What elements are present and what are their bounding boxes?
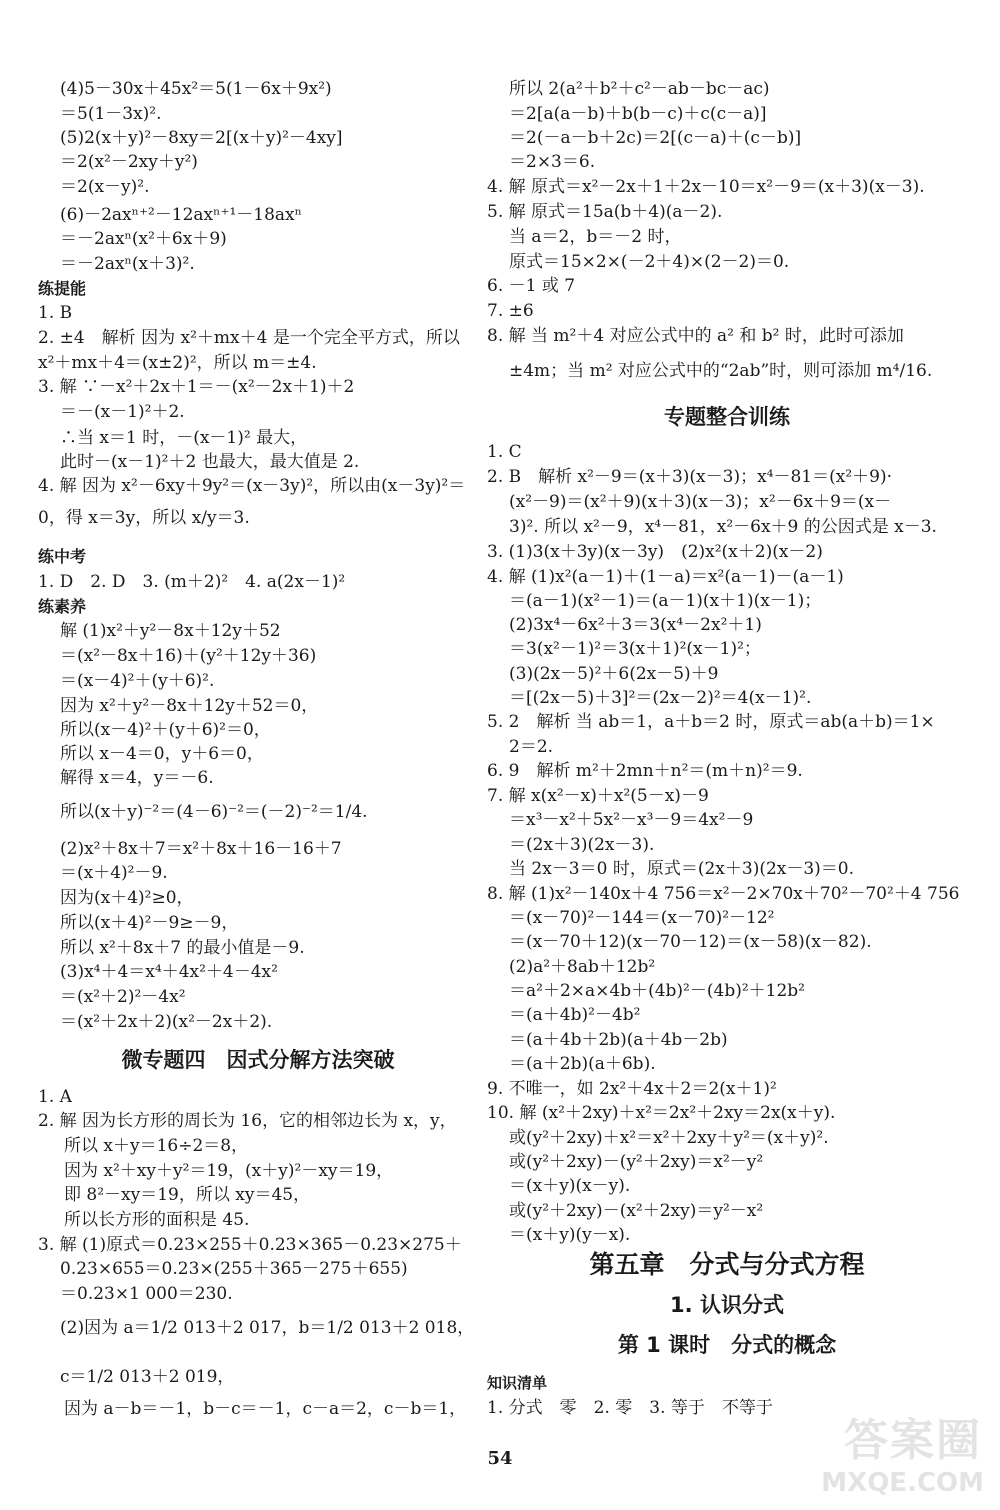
text-line: (2)x²＋8x＋7＝x²＋8x＋16－16＋7 bbox=[60, 839, 342, 859]
text-line: (2)a²＋8ab＋12b² bbox=[509, 957, 656, 977]
text-line: 所以(x－4)²＋(y＋6)²＝0， bbox=[60, 720, 271, 740]
text-line: 当 2x－3＝0 时，原式＝(2x＋3)(2x－3)＝0. bbox=[509, 859, 855, 879]
section-header: 练提能 bbox=[38, 279, 87, 298]
text-line: 因为(x＋4)²≥0， bbox=[60, 888, 194, 908]
text-line: ∴当 x＝1 时，－(x－1)² 最大， bbox=[60, 428, 308, 448]
text-line: ＝0.23×1 000＝230. bbox=[60, 1284, 233, 1304]
text-line: ＝(a＋4b＋2b)(a＋4b－2b) bbox=[509, 1030, 728, 1050]
text-line: (x²－9)＝(x²＋9)(x＋3)(x－3)；x²－6x＋9＝(x－ bbox=[509, 492, 892, 512]
text-line: (2)因为 a＝1/2 013＋2 017，b＝1/2 013＋2 018， bbox=[60, 1318, 475, 1338]
text-line: ＝(x²＋2x＋2)(x²－2x＋2). bbox=[60, 1012, 273, 1032]
text-line: 2. ±4 解析 因为 x²＋mx＋4 是一个完全平方式，所以 bbox=[38, 328, 460, 348]
text-line: 3. 解 ∵－x²＋2x＋1＝－(x²－2x＋1)＋2 bbox=[38, 377, 355, 397]
text-line: ＝a²＋2×a×4b＋(4b)²－(4b)²＋12b² bbox=[509, 981, 805, 1001]
text-line: 4. 解 原式＝x²－2x＋1＋2x－10＝x²－9＝(x＋3)(x－3). bbox=[487, 177, 925, 197]
text-line: ＝2[a(a－b)＋b(b－c)＋c(c－a)] bbox=[509, 104, 767, 124]
section-title: 微专题四 因式分解方法突破 bbox=[121, 1048, 395, 1072]
text-line: ＝(x－70＋12)(x－70－12)＝(x－58)(x－82). bbox=[509, 932, 872, 952]
text-line: 5. 2 解析 当 ab＝1，a＋b＝2 时，原式＝ab(a＋b)＝1× bbox=[487, 712, 935, 732]
text-line: 0.23×655＝0.23×(255＋365－275＋655) bbox=[60, 1259, 408, 1279]
text-line: ＝2(－a－b＋2c)＝2[(c－a)＋(c－b)] bbox=[509, 128, 802, 148]
section-header: 练素养 bbox=[38, 597, 87, 616]
text-line: ＝(x－4)²＋(y＋6)². bbox=[60, 671, 215, 691]
lesson-title: 第 1 课时 分式的概念 bbox=[617, 1333, 837, 1357]
text-line: 2. B 解析 x²－9＝(x＋3)(x－3)；x⁴－81＝(x²＋9)· bbox=[487, 467, 892, 487]
text-line: ＝5(1－3x)². bbox=[60, 104, 162, 124]
text-line: ＝(x²＋2)²－4x² bbox=[60, 987, 186, 1007]
section-title: 专题整合训练 bbox=[664, 405, 790, 429]
text-line: ＝－(x－1)²＋2. bbox=[60, 402, 185, 422]
watermark bbox=[820, 1404, 990, 1504]
text-line: 4. 解 (1)x²(a－1)＋(1－a)＝x²(a－1)－(a－1) bbox=[487, 567, 844, 587]
text-line: 因为 x²＋xy＋y²＝19，(x＋y)²－xy＝19， bbox=[64, 1161, 394, 1181]
text-line: 当 a＝2，b＝－2 时， bbox=[509, 227, 682, 247]
text-line: 2＝2. bbox=[509, 737, 554, 757]
chapter-title: 第五章 分式与分式方程 bbox=[589, 1250, 865, 1279]
text-line: 0，得 x＝3y，所以 x/y＝3. bbox=[38, 508, 250, 528]
text-line: 原式＝15×2×(－2＋4)×(2－2)＝0. bbox=[509, 252, 790, 272]
text-line: ＝(x＋y)(x－y). bbox=[509, 1176, 631, 1196]
text-line: 所以(x＋4)²－9≥－9， bbox=[60, 913, 239, 933]
text-line: 7. ±6 bbox=[487, 301, 534, 321]
text-line: ＝(a＋2b)(a＋6b). bbox=[509, 1054, 656, 1074]
text-line: (5)2(x＋y)²－8xy＝2[(x＋y)²－4xy] bbox=[60, 128, 343, 148]
text-line: ＝[(2x－5)＋3]²＝(2x－2)²＝4(x－1)². bbox=[509, 688, 812, 708]
text-line: ±4m；当 m² 对应公式中的“2ab”时，则可添加 m⁴/16. bbox=[509, 361, 933, 381]
text-line: ＝x³－x²＋5x²－x³－9＝4x²－9 bbox=[509, 810, 754, 830]
text-line: ＝(a＋4b)²－4b² bbox=[509, 1005, 641, 1025]
text-line: ＝3(x²－1)²＝3(x＋1)²(x－1)²； bbox=[509, 639, 761, 659]
text-line: 8. 解 当 m²＋4 对应公式中的 a² 和 b² 时，此时可添加 bbox=[487, 326, 904, 346]
text-line: 解 (1)x²＋y²－8x＋12y＋52 bbox=[60, 621, 281, 641]
text-line: 3. (1)3(x＋3y)(x－3y) (2)x²(x＋2)(x－2) bbox=[487, 542, 823, 562]
section-header: 练中考 bbox=[38, 547, 87, 566]
text-line: ＝(x＋4)²－9. bbox=[60, 863, 168, 883]
text-line: 1. B bbox=[38, 303, 73, 323]
text-line: 所以(x＋y)⁻²＝(4－6)⁻²＝(－2)⁻²＝1/4. bbox=[60, 802, 368, 822]
text-line: 3)². 所以 x²－9，x⁴－81，x²－6x＋9 的公因式是 x－3. bbox=[509, 517, 937, 537]
text-line: 1. D 2. D 3. (m＋2)² 4. a(2x－1)² bbox=[38, 572, 346, 592]
text-line: ＝(2x＋3)(2x－3). bbox=[509, 835, 655, 855]
text-line: 即 8²－xy＝19，所以 xy＝45， bbox=[64, 1185, 311, 1205]
text-line: 1. C bbox=[487, 442, 522, 462]
text-line: (4)5－30x＋45x²＝5(1－6x＋9x²) bbox=[60, 79, 332, 99]
page-number: 54 bbox=[487, 1448, 513, 1469]
text-line: ＝2×3＝6. bbox=[509, 152, 596, 172]
text-line: ＝(a－1)(x²－1)＝(a－1)(x＋1)(x－1)； bbox=[509, 591, 822, 611]
text-line: 因为 a－b＝－1，b－c＝－1，c－a＝2，c－b＝1， bbox=[64, 1399, 467, 1419]
text-line: 10. 解 (x²＋2xy)＋x²＝2x²＋2xy＝2x(x＋y). bbox=[487, 1103, 836, 1123]
section-title: 1. 认识分式 bbox=[670, 1293, 784, 1317]
text-line: ＝(x＋y)(y－x). bbox=[509, 1225, 631, 1245]
text-line: 因为 x²＋y²－8x＋12y＋52＝0， bbox=[60, 696, 319, 716]
text-line: (3)x⁴＋4＝x⁴＋4x²＋4－4x² bbox=[60, 962, 278, 982]
text-line: 所以 x－4＝0，y＋6＝0， bbox=[60, 744, 264, 764]
text-line: 3. 解 (1)原式＝0.23×255＋0.23×365－0.23×275＋ bbox=[38, 1235, 462, 1255]
watermark-url: MXQE.COM bbox=[821, 1468, 984, 1498]
text-line: ＝(x－70)²－144＝(x－70)²－12² bbox=[509, 908, 775, 928]
watermark-logo: 答案圈 bbox=[844, 1415, 982, 1466]
text-line: 此时－(x－1)²＋2 也最大，最大值是 2. bbox=[60, 452, 360, 472]
text-line: 5. 解 原式＝15a(b＋4)(a－2). bbox=[487, 202, 723, 222]
text-line: 所以 x²＋8x＋7 的最小值是－9. bbox=[60, 938, 305, 958]
text-line: 或(y²＋2xy)＋x²＝x²＋2xy＋y²＝(x＋y)². bbox=[509, 1128, 829, 1148]
text-line: ＝2(x²－2xy＋y²) bbox=[60, 152, 198, 172]
text-line: ＝－2axⁿ(x＋3)². bbox=[60, 254, 195, 274]
text-line: 8. 解 (1)x²－140x＋4 756＝x²－2×70x＋70²－70²＋4 756 bbox=[487, 884, 960, 904]
text-line: ＝(x²－8x＋16)＋(y²＋12y＋36) bbox=[60, 646, 317, 666]
text-line: c＝1/2 013＋2 019， bbox=[60, 1367, 235, 1387]
text-line: 6. 9 解析 m²＋2mn＋n²＝(m＋n)²＝9. bbox=[487, 761, 803, 781]
text-line: 1. A bbox=[38, 1087, 72, 1107]
text-line: 2. 解 因为长方形的周长为 16，它的相邻边长为 x，y， bbox=[38, 1111, 457, 1131]
text-line: 1. 分式 零 2. 零 3. 等于 不等于 bbox=[487, 1398, 773, 1418]
text-line: (2)3x⁴－6x²＋3＝3(x⁴－2x²＋1) bbox=[509, 615, 762, 635]
text-line: 7. 解 x(x²－x)＋x²(5－x)－9 bbox=[487, 786, 709, 806]
text-line: 9. 不唯一，如 2x²＋4x＋2＝2(x＋1)² bbox=[487, 1079, 777, 1099]
text-line: 解得 x＝4，y＝－6. bbox=[60, 768, 214, 788]
text-line: 所以长方形的面积是 45. bbox=[64, 1210, 250, 1230]
text-line: 6. －1 或 7 bbox=[487, 276, 576, 296]
section-header: 知识清单 bbox=[487, 1374, 548, 1392]
text-line: ＝－2axⁿ(x²＋6x＋9) bbox=[60, 229, 227, 249]
text-line: 所以 x＋y＝16÷2＝8， bbox=[64, 1136, 249, 1156]
text-line: 所以 2(a²＋b²＋c²－ab－bc－ac) bbox=[509, 79, 770, 99]
text-line: ＝2(x－y)². bbox=[60, 177, 150, 197]
text-line: 4. 解 因为 x²－6xy＋9y²＝(x－3y)²，所以由(x－3y)²＝ bbox=[38, 476, 466, 496]
text-line: (3)(2x－5)²＋6(2x－5)＋9 bbox=[509, 664, 719, 684]
text-line: 或(y²＋2xy)－(x²＋2xy)＝y²－x² bbox=[509, 1201, 764, 1221]
text-line: x²＋mx＋4＝(x±2)²，所以 m＝±4. bbox=[38, 353, 317, 373]
text-line: 或(y²＋2xy)－(y²＋2xy)＝x²－y² bbox=[509, 1152, 764, 1172]
text-line: (6)－2axⁿ⁺²－12axⁿ⁺¹－18axⁿ bbox=[60, 205, 302, 225]
